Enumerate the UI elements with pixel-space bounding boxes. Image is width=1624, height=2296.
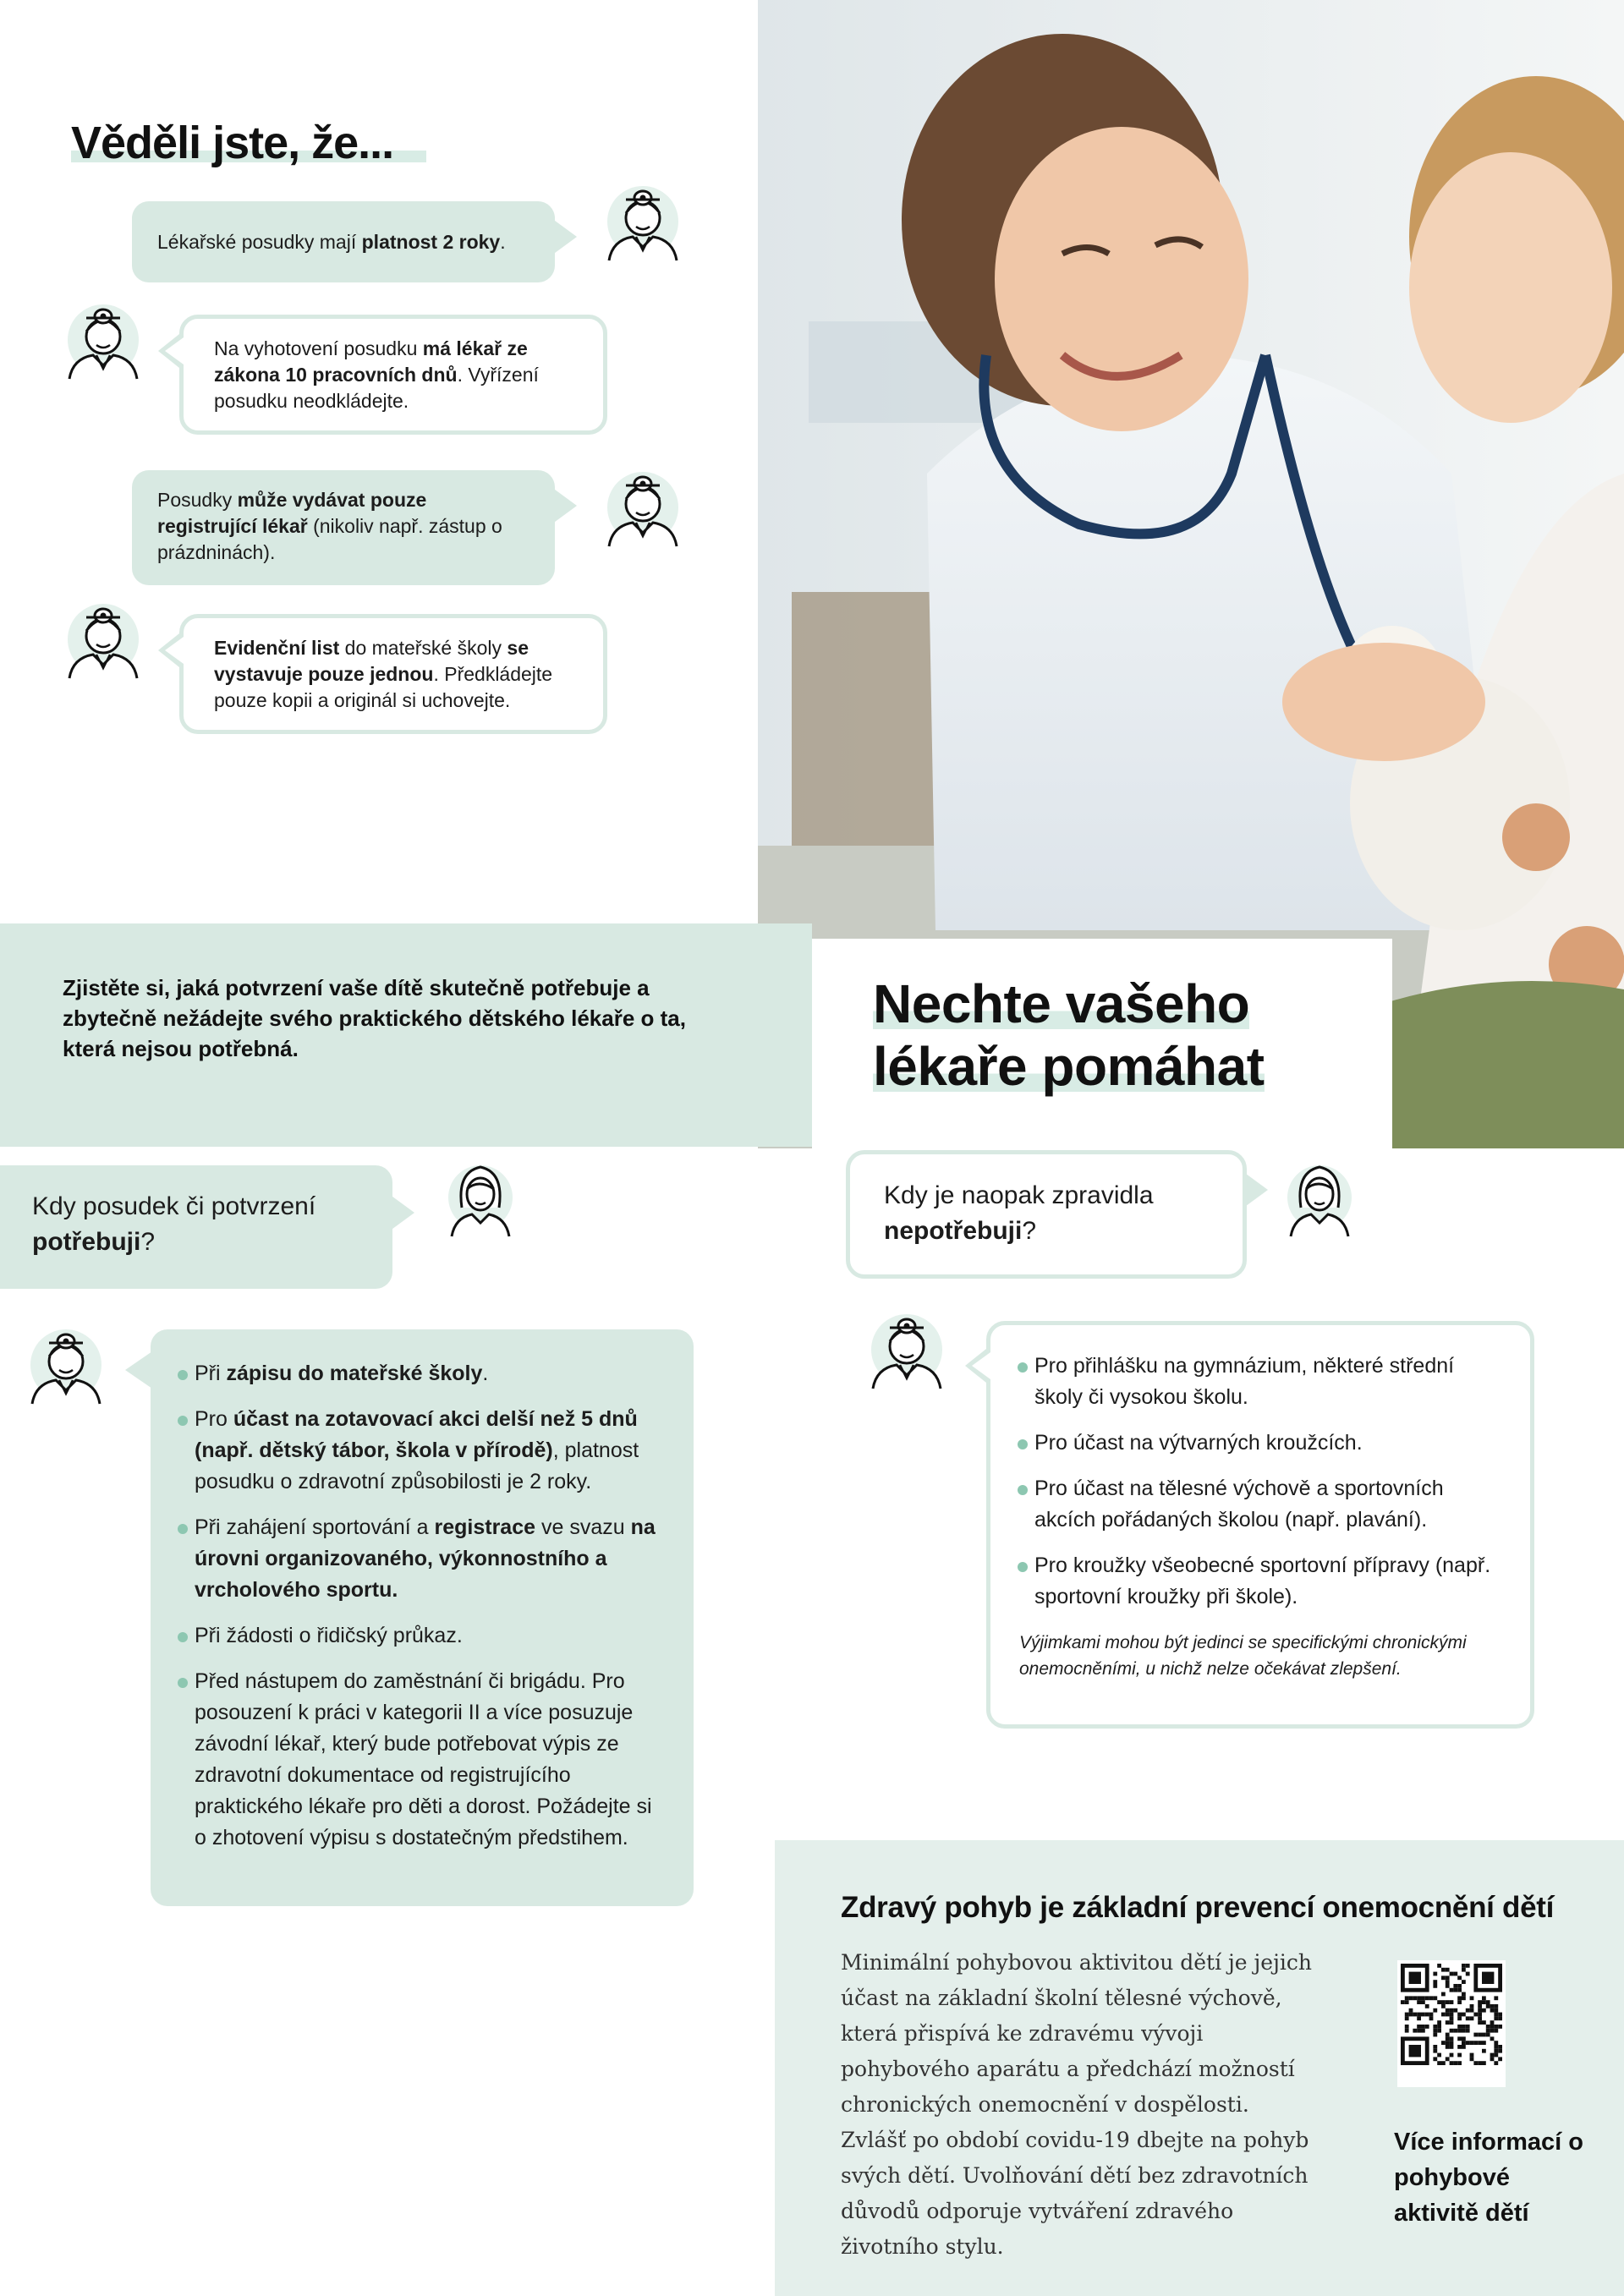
- not-required-item-2: Pro účast na výtvarných kroužcích.: [1016, 1427, 1506, 1459]
- required-list-bubble: [151, 1329, 694, 1906]
- not-required-item-4: Pro kroužky všeobecné sportovní přípravy (např. sportovní kroužky při škole).: [1016, 1550, 1506, 1613]
- fact-bubble-3: [132, 470, 555, 585]
- info-title: Zdravý pohyb je základní prevencí onemocnění dětí: [841, 1891, 1555, 1924]
- help-title-line2: lékaře pomáhat: [873, 1036, 1265, 1097]
- fact-text-2: Na vyhotovení posudku má lékař ze zákona 10 pracovních dnů. Vyřízení posudku neodkládejte.: [214, 337, 539, 412]
- question-no-bubble: [846, 1150, 1247, 1279]
- not-required-list: [1016, 1351, 1506, 1627]
- not-required-list-bubble: [986, 1321, 1534, 1729]
- not-required-item-3: Pro účast na tělesné výchově a sportovních akcích pořádaných školou (např. plavání).: [1016, 1473, 1506, 1536]
- not-required-item-1: Pro přihlášku na gymnázium, některé střední školy či vysokou školu.: [1016, 1351, 1506, 1413]
- woman-icon: [1284, 1155, 1355, 1240]
- doctor-icon: [63, 597, 144, 682]
- doctor-icon: [63, 298, 144, 382]
- required-item-2: Pro účast na zotavovací akci delší než 5 dnů (např. dětský tábor, škola v přírodě), platnost posudku o zdravotní způsobilosti je 2 roky.: [176, 1404, 667, 1498]
- doctor-icon: [602, 179, 683, 264]
- fact-bubble-4: [179, 614, 607, 734]
- fact-bubble-1: [132, 201, 555, 282]
- doctor-icon: [866, 1307, 947, 1392]
- info-body: Minimální pohybovou aktivitou dětí je jejich účast na základní školní tělesné výchově, která přispívá ke zdravému vývoji pohybového aparátu a předchází možností chronických onemocnění v dospělosti. Zvlášť po období covidu-19 dbejte na pohyb svých dětí. Uvolňování dětí bez zdravotních důvodů odporuje vytváření zdravého životního stylu.: [841, 1950, 1312, 2259]
- help-title-line1: Nechte vašeho: [873, 973, 1250, 1034]
- required-item-5: Před nástupem do zaměstnání či brigádu. Pro posouzení k práci v kategorii II a více posuzuje závodní lékař, který bude potřebovat výpis ze zdravotní dokumentace od registrujícího praktického lékaře pro děti a dorost. Požádejte si o zhotovení výpisu s dostatečným předstihem.: [176, 1666, 667, 1854]
- intro-text: Zjistěte si, jaká potvrzení vaše dítě skutečně potřebuje a zbytečně nežádejte svého praktického dětského lékaře o ta, která nejsou potřebná.: [63, 975, 686, 1061]
- qr-code[interactable]: [1397, 1960, 1506, 2087]
- required-list: [176, 1358, 667, 1868]
- question-yes-bubble: [0, 1165, 392, 1289]
- doctor-icon: [602, 465, 683, 550]
- required-item-1: Při zápisu do mateřské školy.: [176, 1358, 667, 1389]
- help-title: [873, 973, 1397, 1098]
- fact-bubble-2: [179, 315, 607, 435]
- question-yes-text: Kdy posudek či potvrzení potřebuji?: [32, 1192, 316, 1256]
- exception-note: Výjimkami mohou být jedinci se specifickými chronickými onemocněními, u nichž nelze očekávat zlepšení.: [1019, 1633, 1467, 1679]
- woman-icon: [445, 1155, 516, 1240]
- required-item-3: Při zahájení sportování a registrace ve svazu na úrovni organizovaného, výkonnostního a vrcholového sportu.: [176, 1512, 667, 1606]
- required-item-4: Při žádosti o řidičský průkaz.: [176, 1620, 667, 1652]
- fact-text-3: Posudky může vydávat pouze registrující lékař (nikoliv např. zástup o prázdninách).: [157, 489, 502, 563]
- page-title: Věděli jste, že...: [71, 118, 394, 168]
- doctor-icon: [25, 1323, 107, 1407]
- fact-text-1: Lékařské posudky mají platnost 2 roky.: [157, 231, 506, 253]
- more-info-link[interactable]: Více informací o pohybové aktivitě dětí: [1394, 2129, 1584, 2227]
- question-no-text: Kdy je naopak zpravidla nepotřebuji?: [884, 1181, 1154, 1245]
- fact-text-4: Evidenční list do mateřské školy se vystavuje pouze jednou. Předkládejte pouze kopii a originál si uchovejte.: [214, 637, 553, 711]
